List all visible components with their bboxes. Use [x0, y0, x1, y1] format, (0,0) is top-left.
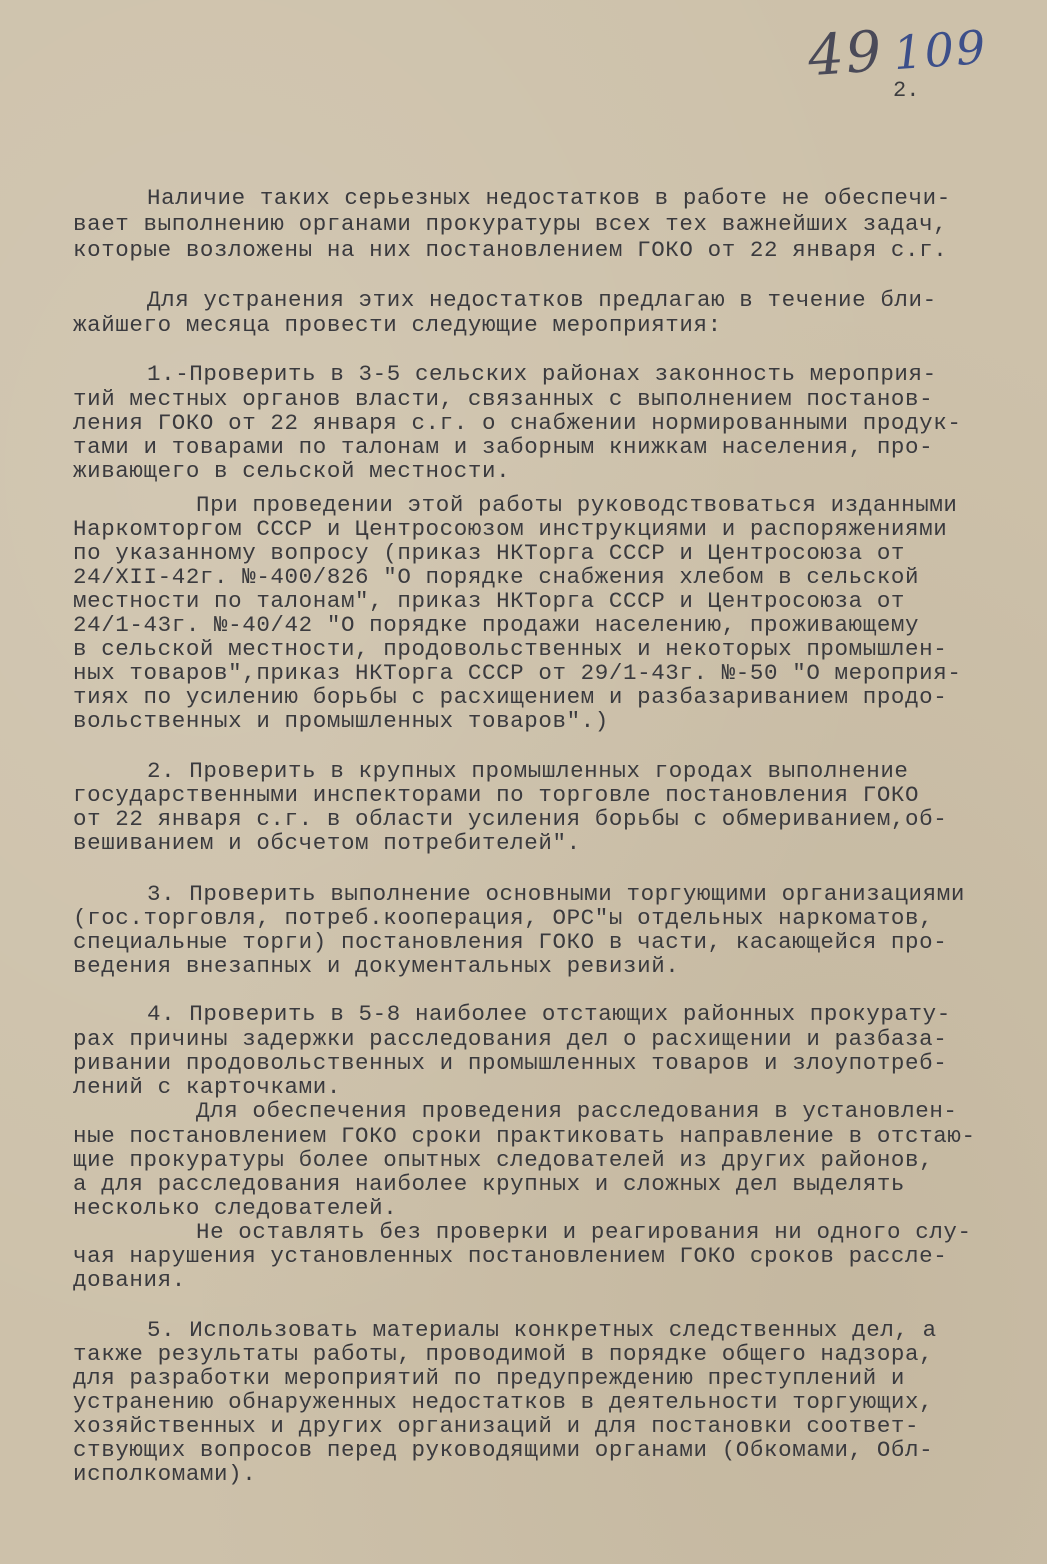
- text-line: в сельской местности, продовольственных и некоторых промышлен-: [73, 636, 948, 662]
- text-line: 4. Проверить в 5-8 наиболее отстающих районных прокурату-: [147, 1001, 951, 1027]
- text-line: лений с карточками.: [73, 1074, 341, 1100]
- text-line: хозяйственных и других организаций и для постановки соответ-: [73, 1413, 920, 1439]
- text-line: вешиванием и обсчетом потребителей".: [73, 830, 581, 856]
- text-line: живающего в сельской местности.: [73, 458, 511, 484]
- text-line: рах причины задержки расследования дел о расхищении и разбаза-: [73, 1026, 948, 1052]
- text-line: которые возложены на них постановлением ГОКО от 22 января с.г.: [73, 237, 948, 263]
- text-line: ривании продовольственных и промышленных товаров и злоупотреб-: [73, 1050, 948, 1076]
- text-line: тиях по усилению борьбы с расхищением и разбазариванием продо-: [73, 684, 948, 710]
- text-line: для разработки мероприятий по предупреждению преступлений и: [73, 1365, 906, 1391]
- text-line: 2. Проверить в крупных промышленных городах выполнение: [147, 758, 909, 784]
- handwritten-folio-number: 109: [891, 19, 989, 81]
- text-line: (гос.торговля, потреб.кооперация, ОРС"ы отдельных наркоматов,: [73, 905, 934, 931]
- text-line: Наличие таких серьезных недостатков в работе не обеспечи-: [147, 185, 951, 211]
- text-line: государственными инспекторами по торговле постановления ГОКО: [73, 782, 920, 808]
- text-line: Наркомторгом СССР и Центросоюзом инструкциями и распоряжениями: [73, 516, 948, 542]
- text-line: местности по талонам", приказ НКТорга СССР и Центросоюза от: [73, 588, 906, 614]
- text-line: 5. Использовать материалы конкретных следственных дел, а: [147, 1317, 937, 1343]
- text-line: 24/1-43г. №-40/42 "О порядке продажи населению, проживающему: [73, 612, 920, 638]
- text-line: от 22 января с.г. в области усиления борьбы с обмериванием,об-: [73, 806, 948, 832]
- page-number: 2.: [893, 78, 920, 103]
- text-line: тий местных органов власти, связанных с выполнением постанов-: [73, 386, 934, 412]
- text-line: Не оставлять без проверки и реагирования ни одного слу-: [196, 1219, 972, 1245]
- text-line: дования.: [73, 1267, 186, 1293]
- text-line: вает выполнению органами прокуратуры всех тех важнейших задач,: [73, 211, 948, 237]
- text-line: 24/XII-42г. №-400/826 "О порядке снабжения хлебом в сельской: [73, 564, 920, 590]
- text-line: Для устранения этих недостатков предлагаю в течение бли-: [147, 287, 937, 313]
- text-line: ные постановлением ГОКО сроки практиковать направление в отстаю-: [73, 1123, 976, 1149]
- text-line: несколько следователей.: [73, 1195, 398, 1221]
- text-line: Для обеспечения проведения расследования в установлен-: [196, 1098, 958, 1124]
- text-line: ствующих вопросов перед руководящими органами (Обкомами, Обл-: [73, 1437, 934, 1463]
- text-line: жайшего месяца провести следующие мероприятия:: [73, 312, 722, 338]
- text-line: тами и товарами по талонам и заборным книжкам населения, про-: [73, 434, 934, 460]
- text-line: также результаты работы, проводимой в порядке общего надзора,: [73, 1341, 934, 1367]
- text-line: исполкомами).: [73, 1461, 257, 1487]
- text-line: ления ГОКО от 22 января с.г. о снабжении нормированными продук-: [73, 410, 962, 436]
- text-line: специальные торги) постановления ГОКО в части, касающейся про-: [73, 929, 948, 955]
- text-line: по указанному вопросу (приказ НКТорга СССР и Центросоюза от: [73, 540, 906, 566]
- text-line: а для расследования наиболее крупных и сложных дел выделять: [73, 1171, 906, 1197]
- text-line: ведения внезапных и документальных ревизий.: [73, 953, 680, 979]
- text-line: При проведении этой работы руководствоваться изданными: [196, 492, 958, 518]
- text-line: ных товаров",приказ НКТорга СССР от 29/1-43г. №-50 "О мероприя-: [73, 660, 962, 686]
- text-line: щие прокуратуры более опытных следователей из других районов,: [73, 1147, 934, 1173]
- text-line: 3. Проверить выполнение основными торгующими организациями: [147, 881, 965, 907]
- text-line: устранению обнаруженных недостатков в деятельности торгующих,: [73, 1389, 934, 1415]
- text-line: вольственных и промышленных товаров".): [73, 708, 609, 734]
- text-line: 1.-Проверить в 3-5 сельских районах законность мероприя-: [147, 361, 937, 387]
- text-line: чая нарушения установленных постановлением ГОКО сроков рассле-: [73, 1243, 948, 1269]
- handwritten-number: 49: [805, 19, 886, 90]
